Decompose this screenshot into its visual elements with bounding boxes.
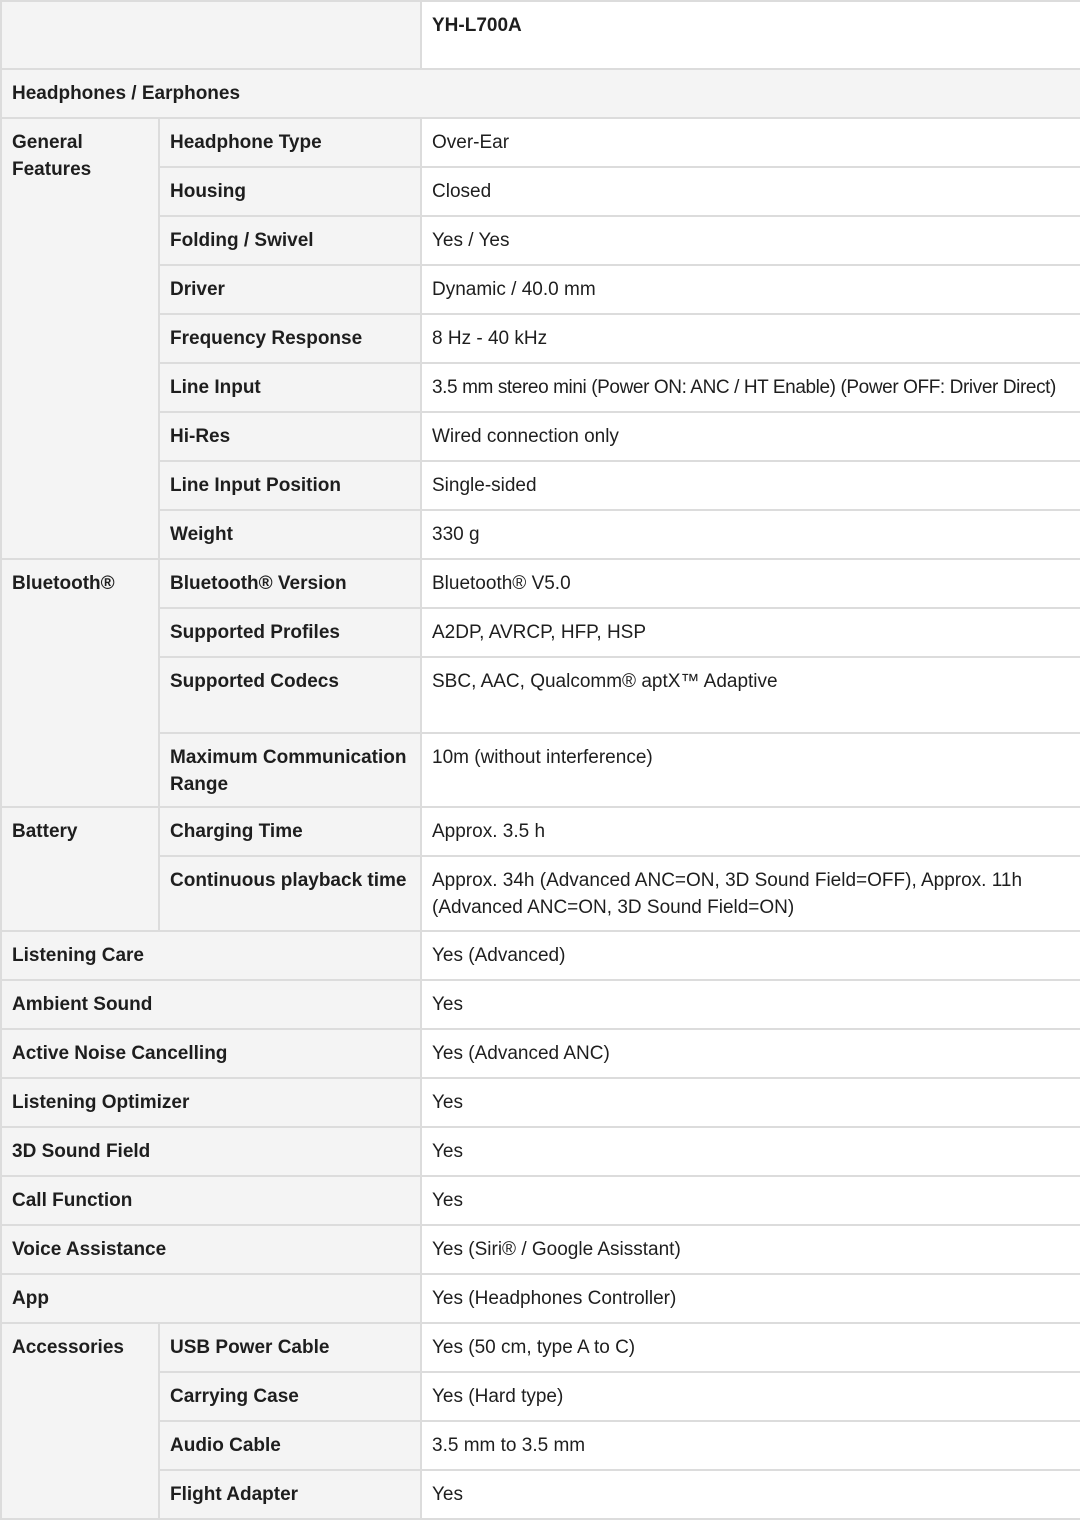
spec-label: Active Noise Cancelling xyxy=(1,1029,421,1078)
spec-label: Listening Optimizer xyxy=(1,1078,421,1127)
group-battery: Battery xyxy=(1,807,159,931)
spec-value: Dynamic / 40.0 mm xyxy=(421,265,1080,314)
spec-value: 3.5 mm to 3.5 mm xyxy=(421,1421,1080,1470)
spec-label: Supported Profiles xyxy=(159,608,421,657)
model-name: YH-L700A xyxy=(421,1,1080,69)
spec-value: Bluetooth® V5.0 xyxy=(421,559,1080,608)
spec-label: App xyxy=(1,1274,421,1323)
spec-value: Closed xyxy=(421,167,1080,216)
spec-value: Yes (Headphones Controller) xyxy=(421,1274,1080,1323)
spec-label: Audio Cable xyxy=(159,1421,421,1470)
spec-value: 10m (without interference) xyxy=(421,733,1080,807)
spec-label: Housing xyxy=(159,167,421,216)
spec-label: Ambient Sound xyxy=(1,980,421,1029)
spec-value: 3.5 mm stereo mini (Power ON: ANC / HT Enable) (Power OFF: Driver Direct) xyxy=(421,363,1080,412)
spec-label: Headphone Type xyxy=(159,118,421,167)
spec-label: Voice Assistance xyxy=(1,1225,421,1274)
spec-value: Yes (Advanced) xyxy=(421,931,1080,980)
spec-label: Flight Adapter xyxy=(159,1470,421,1519)
spec-label: Frequency Response xyxy=(159,314,421,363)
spec-value: Over-Ear xyxy=(421,118,1080,167)
spec-label: USB Power Cable xyxy=(159,1323,421,1372)
spec-value: Yes (50 cm, type A to C) xyxy=(421,1323,1080,1372)
spec-label: Line Input Position xyxy=(159,461,421,510)
group-bluetooth: Bluetooth® xyxy=(1,559,159,807)
spec-value: Yes (Hard type) xyxy=(421,1372,1080,1421)
spec-value: Yes xyxy=(421,1176,1080,1225)
spec-value: Approx. 34h (Advanced ANC=ON, 3D Sound Field=OFF), Approx. 11h (Advanced ANC=ON, 3D Sound Field=ON) xyxy=(421,856,1080,931)
spec-value: Yes (Siri® / Google Asisstant) xyxy=(421,1225,1080,1274)
spec-label: Supported Codecs xyxy=(159,657,421,733)
section-title: Headphones / Earphones xyxy=(1,69,1080,118)
spec-value: Single-sided xyxy=(421,461,1080,510)
spec-value: Yes xyxy=(421,1078,1080,1127)
spec-value: 330 g xyxy=(421,510,1080,559)
group-general-features: General Features xyxy=(1,118,159,559)
spec-value: A2DP, AVRCP, HFP, HSP xyxy=(421,608,1080,657)
spec-label: Listening Care xyxy=(1,931,421,980)
spec-label: Line Input xyxy=(159,363,421,412)
spec-label: Weight xyxy=(159,510,421,559)
header-empty-cell xyxy=(1,1,421,69)
spec-label: Hi-Res xyxy=(159,412,421,461)
spec-value: Yes xyxy=(421,1127,1080,1176)
spec-label: Bluetooth® Version xyxy=(159,559,421,608)
spec-label: Driver xyxy=(159,265,421,314)
spec-label: Call Function xyxy=(1,1176,421,1225)
spec-label: Charging Time xyxy=(159,807,421,856)
spec-label: Carrying Case xyxy=(159,1372,421,1421)
spec-value: Yes xyxy=(421,1470,1080,1519)
spec-value: Wired connection only xyxy=(421,412,1080,461)
spec-value: Yes (Advanced ANC) xyxy=(421,1029,1080,1078)
spec-value: Yes / Yes xyxy=(421,216,1080,265)
spec-value: Yes xyxy=(421,980,1080,1029)
spec-label: Folding / Swivel xyxy=(159,216,421,265)
spec-label: 3D Sound Field xyxy=(1,1127,421,1176)
spec-label: Maximum Communication Range xyxy=(159,733,421,807)
spec-value: SBC, AAC, Qualcomm® aptX™ Adaptive xyxy=(421,657,1080,733)
spec-label: Continuous playback time xyxy=(159,856,421,931)
spec-value: Approx. 3.5 h xyxy=(421,807,1080,856)
spec-value: 8 Hz - 40 kHz xyxy=(421,314,1080,363)
group-accessories: Accessories xyxy=(1,1323,159,1519)
